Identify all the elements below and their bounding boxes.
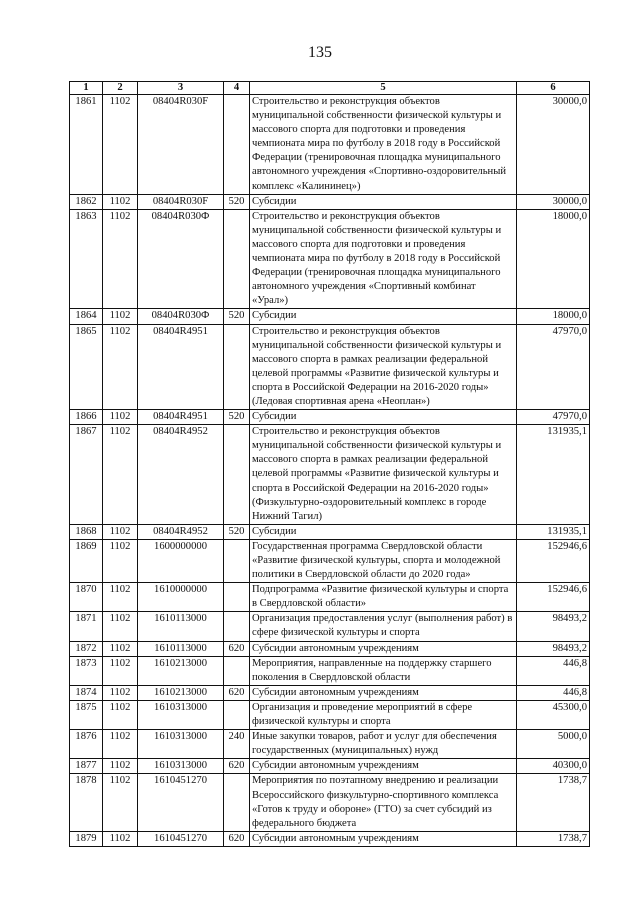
row-number-cell: 1862 [70, 194, 103, 209]
section-code-cell: 1102 [103, 410, 138, 425]
description-cell: Мероприятия по поэтапному внедрению и реализации Всероссийского физкультурно-спортивного комплекса «Готов к труду и обороне» (ГТО) за счет субсидий из федерального бюджета [250, 774, 517, 831]
description-cell: Строительство и реконструкция объектов муниципальной собственности физической культуры и массового спорта для подготовки и проведения чемпионата мира по футболу в 2018 году в Российской Федерации (тренировочная площадка муниципального автономного учреждения «Спортивно-оздоровительный комплекс «Калининец») [250, 95, 517, 195]
expense-type-cell: 620 [224, 641, 250, 656]
expense-type-cell [224, 209, 250, 309]
section-code-cell: 1102 [103, 774, 138, 831]
amount-cell: 131935,1 [517, 425, 590, 525]
description-cell: Мероприятия, направленные на поддержку старшего поколения в Свердловской области [250, 656, 517, 685]
expense-type-cell: 520 [224, 194, 250, 209]
amount-cell: 98493,2 [517, 612, 590, 641]
amount-cell: 1738,7 [517, 831, 590, 846]
expense-type-cell [224, 583, 250, 612]
target-article-cell: 1610213000 [138, 685, 224, 700]
target-article-cell: 1610113000 [138, 641, 224, 656]
amount-cell: 45300,0 [517, 700, 590, 729]
expense-type-cell: 620 [224, 759, 250, 774]
table-row [70, 539, 590, 582]
target-article-cell: 08404R4951 [138, 324, 224, 410]
row-number-cell: 1875 [70, 700, 103, 729]
expense-type-cell: 520 [224, 410, 250, 425]
page-number: 135 [308, 44, 332, 61]
amount-cell: 30000,0 [517, 95, 590, 195]
description-cell: Государственная программа Свердловской области «Развитие физической культуры, спорта и молодежной политики в Свердловской области до 2020 года» [250, 539, 517, 582]
description-cell: Субсидии автономным учреждениям [250, 641, 517, 656]
row-number-cell: 1878 [70, 774, 103, 831]
section-code-cell: 1102 [103, 641, 138, 656]
amount-cell: 18000,0 [517, 209, 590, 309]
expense-type-cell [224, 95, 250, 195]
column-header: 1 [70, 82, 103, 95]
description-cell: Субсидии [250, 194, 517, 209]
description-cell: Подпрограмма «Развитие физической культуры и спорта в Свердловской области» [250, 583, 517, 612]
table-row [70, 685, 590, 700]
table-row [70, 309, 590, 324]
amount-cell: 5000,0 [517, 730, 590, 759]
section-code-cell: 1102 [103, 95, 138, 195]
section-code-cell: 1102 [103, 539, 138, 582]
description-cell: Субсидии автономным учреждениям [250, 759, 517, 774]
row-number-cell: 1876 [70, 730, 103, 759]
expense-type-cell [224, 774, 250, 831]
row-number-cell: 1866 [70, 410, 103, 425]
section-code-cell: 1102 [103, 831, 138, 846]
section-code-cell: 1102 [103, 656, 138, 685]
target-article-cell: 1610313000 [138, 700, 224, 729]
section-code-cell: 1102 [103, 583, 138, 612]
target-article-cell: 08404R030Ф [138, 309, 224, 324]
row-number-cell: 1873 [70, 656, 103, 685]
row-number-cell: 1871 [70, 612, 103, 641]
target-article-cell: 1610113000 [138, 612, 224, 641]
description-cell: Субсидии [250, 309, 517, 324]
table-row [70, 583, 590, 612]
section-code-cell: 1102 [103, 524, 138, 539]
description-cell: Субсидии [250, 410, 517, 425]
row-number-cell: 1865 [70, 324, 103, 410]
section-code-cell: 1102 [103, 425, 138, 525]
target-article-cell: 1610000000 [138, 583, 224, 612]
table-row [70, 774, 590, 831]
amount-cell: 1738,7 [517, 774, 590, 831]
budget-table [69, 81, 590, 847]
target-article-cell: 08404R030F [138, 95, 224, 195]
expense-type-cell: 620 [224, 831, 250, 846]
column-header: 2 [103, 82, 138, 95]
row-number-cell: 1869 [70, 539, 103, 582]
section-code-cell: 1102 [103, 324, 138, 410]
amount-cell: 30000,0 [517, 194, 590, 209]
target-article-cell: 1600000000 [138, 539, 224, 582]
expense-type-cell [224, 700, 250, 729]
column-header: 5 [250, 82, 517, 95]
table-row [70, 324, 590, 410]
section-code-cell: 1102 [103, 759, 138, 774]
table-row [70, 759, 590, 774]
description-cell: Строительство и реконструкция объектов муниципальной собственности физической культуры и массового спорта для подготовки и проведения чемпионата мира по футболу в 2018 году в Российской Федерации (тренировочная площадка муниципального автономного учреждения «Спортивный комбинат «Урал») [250, 209, 517, 309]
table-body [70, 95, 590, 847]
description-cell: Субсидии [250, 524, 517, 539]
expense-type-cell: 620 [224, 685, 250, 700]
expense-type-cell [224, 539, 250, 582]
target-article-cell: 1610451270 [138, 774, 224, 831]
table-row [70, 425, 590, 525]
table-row [70, 95, 590, 195]
target-article-cell: 08404R030Ф [138, 209, 224, 309]
description-cell: Субсидии автономным учреждениям [250, 831, 517, 846]
target-article-cell: 08404R4951 [138, 410, 224, 425]
section-code-cell: 1102 [103, 309, 138, 324]
table-row [70, 194, 590, 209]
column-header: 4 [224, 82, 250, 95]
amount-cell: 47970,0 [517, 324, 590, 410]
expense-type-cell: 240 [224, 730, 250, 759]
expense-type-cell [224, 324, 250, 410]
target-article-cell: 1610213000 [138, 656, 224, 685]
target-article-cell: 1610313000 [138, 759, 224, 774]
row-number-cell: 1868 [70, 524, 103, 539]
target-article-cell: 1610313000 [138, 730, 224, 759]
amount-cell: 152946,6 [517, 539, 590, 582]
table-row [70, 700, 590, 729]
section-code-cell: 1102 [103, 194, 138, 209]
table-row [70, 209, 590, 309]
description-cell: Иные закупки товаров, работ и услуг для обеспечения государственных (муниципальных) нужд [250, 730, 517, 759]
description-cell: Строительство и реконструкция объектов муниципальной собственности физической культуры и массового спорта в рамках реализации федеральной целевой программы «Развитие физической культуры и спорта в Российской Федерации на 2016-2020 годы» (Физкультурно-оздоровительный комплекс в городе Нижний Тагил) [250, 425, 517, 525]
section-code-cell: 1102 [103, 730, 138, 759]
description-cell: Организация предоставления услуг (выполнения работ) в сфере физической культуры и спорта [250, 612, 517, 641]
expense-type-cell: 520 [224, 309, 250, 324]
section-code-cell: 1102 [103, 700, 138, 729]
row-number-cell: 1867 [70, 425, 103, 525]
table-row [70, 410, 590, 425]
amount-cell: 152946,6 [517, 583, 590, 612]
section-code-cell: 1102 [103, 209, 138, 309]
table-row [70, 524, 590, 539]
target-article-cell: 08404R4952 [138, 524, 224, 539]
expense-type-cell [224, 656, 250, 685]
column-header: 3 [138, 82, 224, 95]
row-number-cell: 1874 [70, 685, 103, 700]
column-header: 6 [517, 82, 590, 95]
header-row [70, 82, 590, 95]
section-code-cell: 1102 [103, 612, 138, 641]
row-number-cell: 1864 [70, 309, 103, 324]
row-number-cell: 1879 [70, 831, 103, 846]
amount-cell: 18000,0 [517, 309, 590, 324]
description-cell: Строительство и реконструкция объектов муниципальной собственности физической культуры и массового спорта в рамках реализации федеральной целевой программы «Развитие физической культуры и спорта в Российской Федерации на 2016-2020 годы» (Ледовая спортивная арена «Неоплан») [250, 324, 517, 410]
expense-type-cell [224, 425, 250, 525]
amount-cell: 446,8 [517, 656, 590, 685]
table-row [70, 612, 590, 641]
table-row [70, 656, 590, 685]
amount-cell: 98493,2 [517, 641, 590, 656]
amount-cell: 40300,0 [517, 759, 590, 774]
row-number-cell: 1870 [70, 583, 103, 612]
section-code-cell: 1102 [103, 685, 138, 700]
expense-type-cell: 520 [224, 524, 250, 539]
row-number-cell: 1872 [70, 641, 103, 656]
amount-cell: 446,8 [517, 685, 590, 700]
description-cell: Субсидии автономным учреждениям [250, 685, 517, 700]
target-article-cell: 08404R4952 [138, 425, 224, 525]
target-article-cell: 08404R030F [138, 194, 224, 209]
table-row [70, 831, 590, 846]
table-row [70, 641, 590, 656]
description-cell: Организация и проведение мероприятий в сфере физической культуры и спорта [250, 700, 517, 729]
amount-cell: 47970,0 [517, 410, 590, 425]
target-article-cell: 1610451270 [138, 831, 224, 846]
expense-type-cell [224, 612, 250, 641]
row-number-cell: 1863 [70, 209, 103, 309]
row-number-cell: 1877 [70, 759, 103, 774]
table-row [70, 730, 590, 759]
row-number-cell: 1861 [70, 95, 103, 195]
amount-cell: 131935,1 [517, 524, 590, 539]
